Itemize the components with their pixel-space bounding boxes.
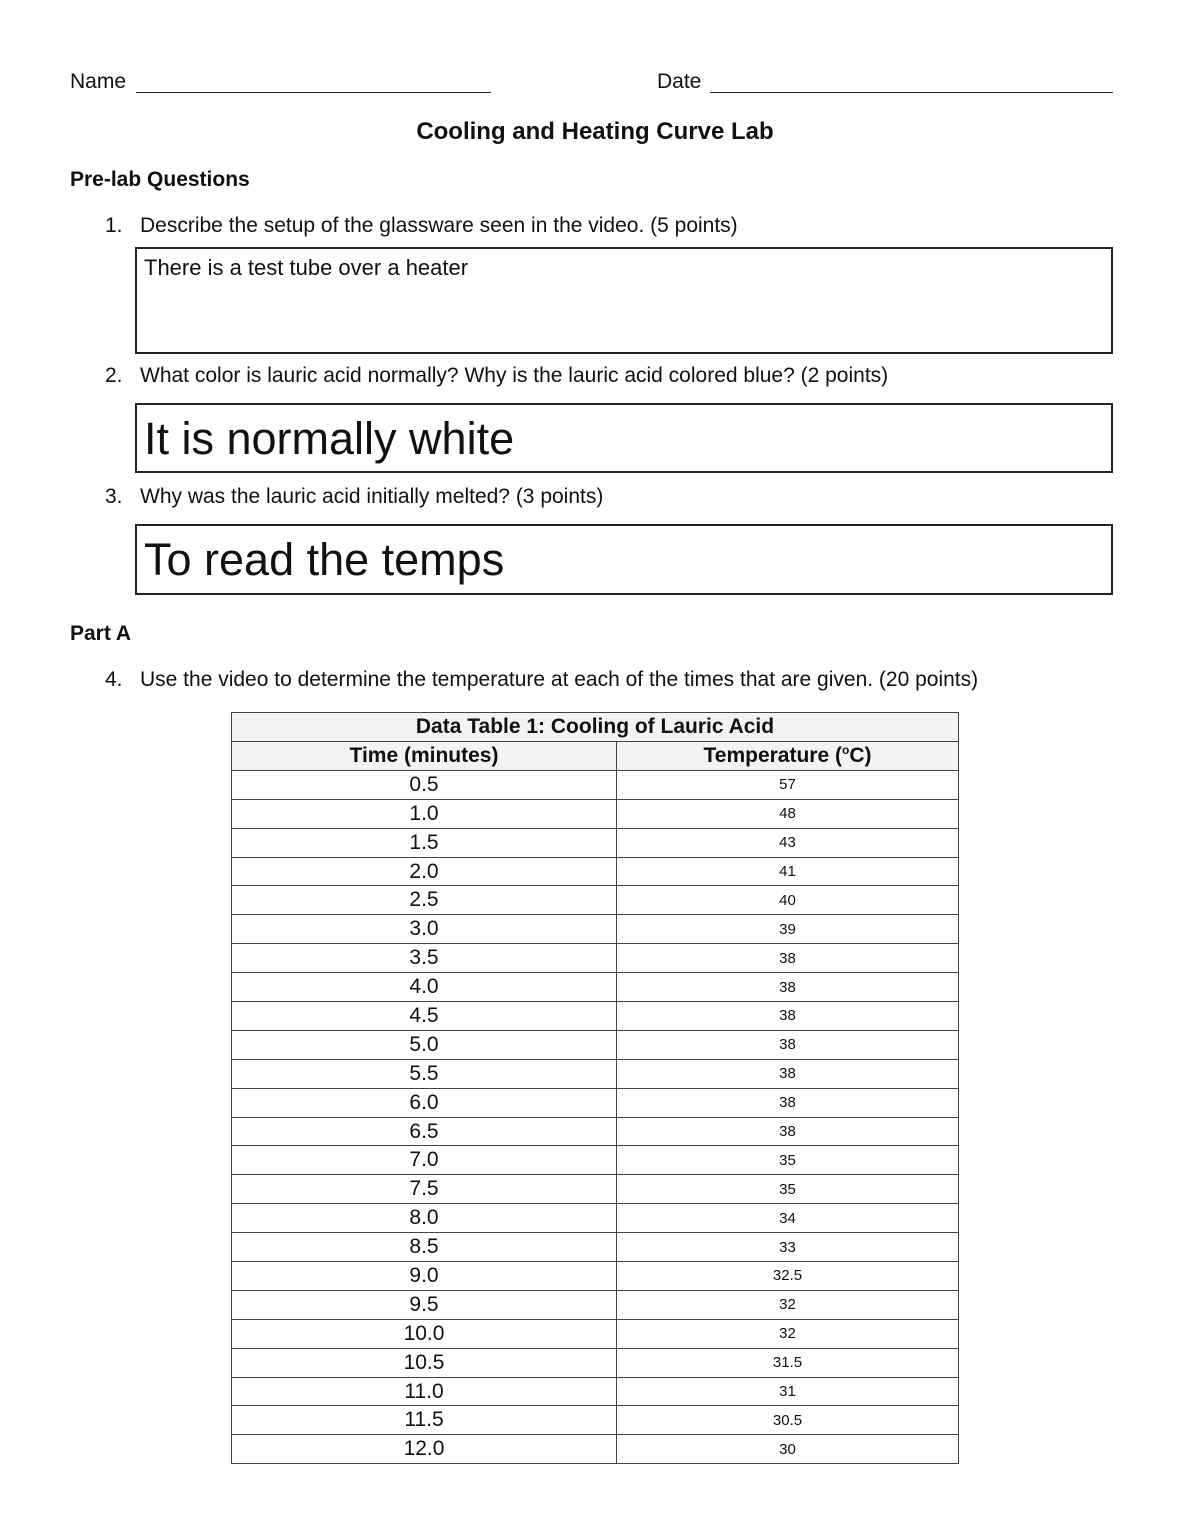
time-cell: 2.0: [232, 857, 617, 886]
question-text: Use the video to determine the temperature at each of the times that are given. (20 points): [140, 668, 979, 691]
temperature-cell[interactable]: 38: [617, 1002, 959, 1031]
name-label: Name: [70, 70, 127, 93]
time-cell: 5.5: [232, 1059, 617, 1088]
table-row: [232, 1233, 959, 1262]
table-row: [232, 1204, 959, 1233]
table-row: [232, 886, 959, 915]
time-cell: 9.5: [232, 1290, 617, 1319]
question-number: 3.: [105, 485, 123, 508]
table-row: [232, 1377, 959, 1406]
table-row: [232, 1319, 959, 1348]
temperature-cell[interactable]: 57: [617, 770, 959, 799]
time-cell: 12.0: [232, 1435, 617, 1464]
question-text: What color is lauric acid normally? Why is the lauric acid colored blue? (2 points): [140, 364, 889, 387]
time-cell: 10.5: [232, 1348, 617, 1377]
answer-box-3[interactable]: To read the temps: [135, 524, 1113, 595]
data-table: [231, 712, 959, 1464]
question-number: 4.: [105, 668, 123, 691]
part-a-heading: Part A: [70, 622, 132, 645]
table-row: [232, 915, 959, 944]
temperature-cell[interactable]: 38: [617, 973, 959, 1002]
column-header-temperature: [617, 742, 959, 771]
table-row: [232, 1146, 959, 1175]
table-row: [232, 770, 959, 799]
table-body: [232, 770, 959, 1463]
question-2: [105, 364, 888, 388]
table-row: [232, 1002, 959, 1031]
time-cell: 4.0: [232, 973, 617, 1002]
time-cell: 3.0: [232, 915, 617, 944]
table-row: [232, 799, 959, 828]
time-cell: 11.0: [232, 1377, 617, 1406]
time-cell: 2.5: [232, 886, 617, 915]
time-cell: 3.5: [232, 944, 617, 973]
temperature-cell[interactable]: 30.5: [617, 1406, 959, 1435]
date-field[interactable]: [710, 92, 1113, 93]
time-cell: 0.5: [232, 770, 617, 799]
question-number: 2.: [105, 364, 123, 387]
temperature-cell[interactable]: 41: [617, 857, 959, 886]
table-row: [232, 1262, 959, 1291]
time-cell: 11.5: [232, 1406, 617, 1435]
column-header-time: Time (minutes): [232, 742, 617, 771]
question-number: 1.: [105, 214, 123, 237]
table-row: [232, 1290, 959, 1319]
answer-box-2[interactable]: It is normally white: [135, 403, 1113, 473]
name-field[interactable]: [136, 92, 491, 93]
time-cell: 8.5: [232, 1233, 617, 1262]
table-row: [232, 1030, 959, 1059]
time-cell: 7.0: [232, 1146, 617, 1175]
question-4: [105, 668, 978, 692]
header-row: [70, 68, 1115, 100]
temperature-cell[interactable]: 31.5: [617, 1348, 959, 1377]
page-title: Cooling and Heating Curve Lab: [416, 118, 774, 145]
temperature-cell[interactable]: 31: [617, 1377, 959, 1406]
answer-box-1[interactable]: There is a test tube over a heater: [135, 247, 1113, 354]
table-row: [232, 1088, 959, 1117]
temperature-cell[interactable]: 39: [617, 915, 959, 944]
table-row: [232, 828, 959, 857]
time-cell: 1.0: [232, 799, 617, 828]
temperature-cell[interactable]: 35: [617, 1146, 959, 1175]
temperature-cell[interactable]: 35: [617, 1175, 959, 1204]
time-cell: 1.5: [232, 828, 617, 857]
time-cell: 6.5: [232, 1117, 617, 1146]
temperature-cell[interactable]: 33: [617, 1233, 959, 1262]
date-label: Date: [657, 70, 702, 93]
temperature-cell[interactable]: 38: [617, 1059, 959, 1088]
temperature-cell[interactable]: 30: [617, 1435, 959, 1464]
table-row: [232, 1406, 959, 1435]
time-cell: 4.5: [232, 1002, 617, 1031]
time-cell: 6.0: [232, 1088, 617, 1117]
question-3: [105, 485, 603, 509]
temperature-cell[interactable]: 43: [617, 828, 959, 857]
prelab-heading: Pre-lab Questions: [70, 168, 250, 191]
temperature-cell[interactable]: 40: [617, 886, 959, 915]
temp-header-prefix: Temperature (: [703, 744, 842, 768]
table-row: [232, 1348, 959, 1377]
temperature-cell[interactable]: 34: [617, 1204, 959, 1233]
time-cell: 10.0: [232, 1319, 617, 1348]
question-text: Why was the lauric acid initially melted? (3 points): [140, 485, 604, 508]
temperature-cell[interactable]: 48: [617, 799, 959, 828]
table-row: [232, 1117, 959, 1146]
temperature-cell[interactable]: 38: [617, 1117, 959, 1146]
table-row: [232, 944, 959, 973]
table-row: [232, 857, 959, 886]
time-cell: 9.0: [232, 1262, 617, 1291]
temperature-cell[interactable]: 38: [617, 944, 959, 973]
temperature-cell[interactable]: 38: [617, 1088, 959, 1117]
table-row: [232, 1059, 959, 1088]
table-row: [232, 973, 959, 1002]
table-caption: Data Table 1: Cooling of Lauric Acid: [232, 713, 959, 742]
temp-header-suffix: C): [849, 744, 872, 768]
time-cell: 8.0: [232, 1204, 617, 1233]
degree-sign: o: [841, 743, 850, 758]
temperature-cell[interactable]: 32.5: [617, 1262, 959, 1291]
table-row: [232, 1435, 959, 1464]
table-row: [232, 1175, 959, 1204]
temperature-cell[interactable]: 38: [617, 1030, 959, 1059]
temperature-cell[interactable]: 32: [617, 1319, 959, 1348]
time-cell: 7.5: [232, 1175, 617, 1204]
temperature-cell[interactable]: 32: [617, 1290, 959, 1319]
question-1: [105, 214, 738, 238]
time-cell: 5.0: [232, 1030, 617, 1059]
question-text: Describe the setup of the glassware seen in the video. (5 points): [140, 214, 738, 237]
